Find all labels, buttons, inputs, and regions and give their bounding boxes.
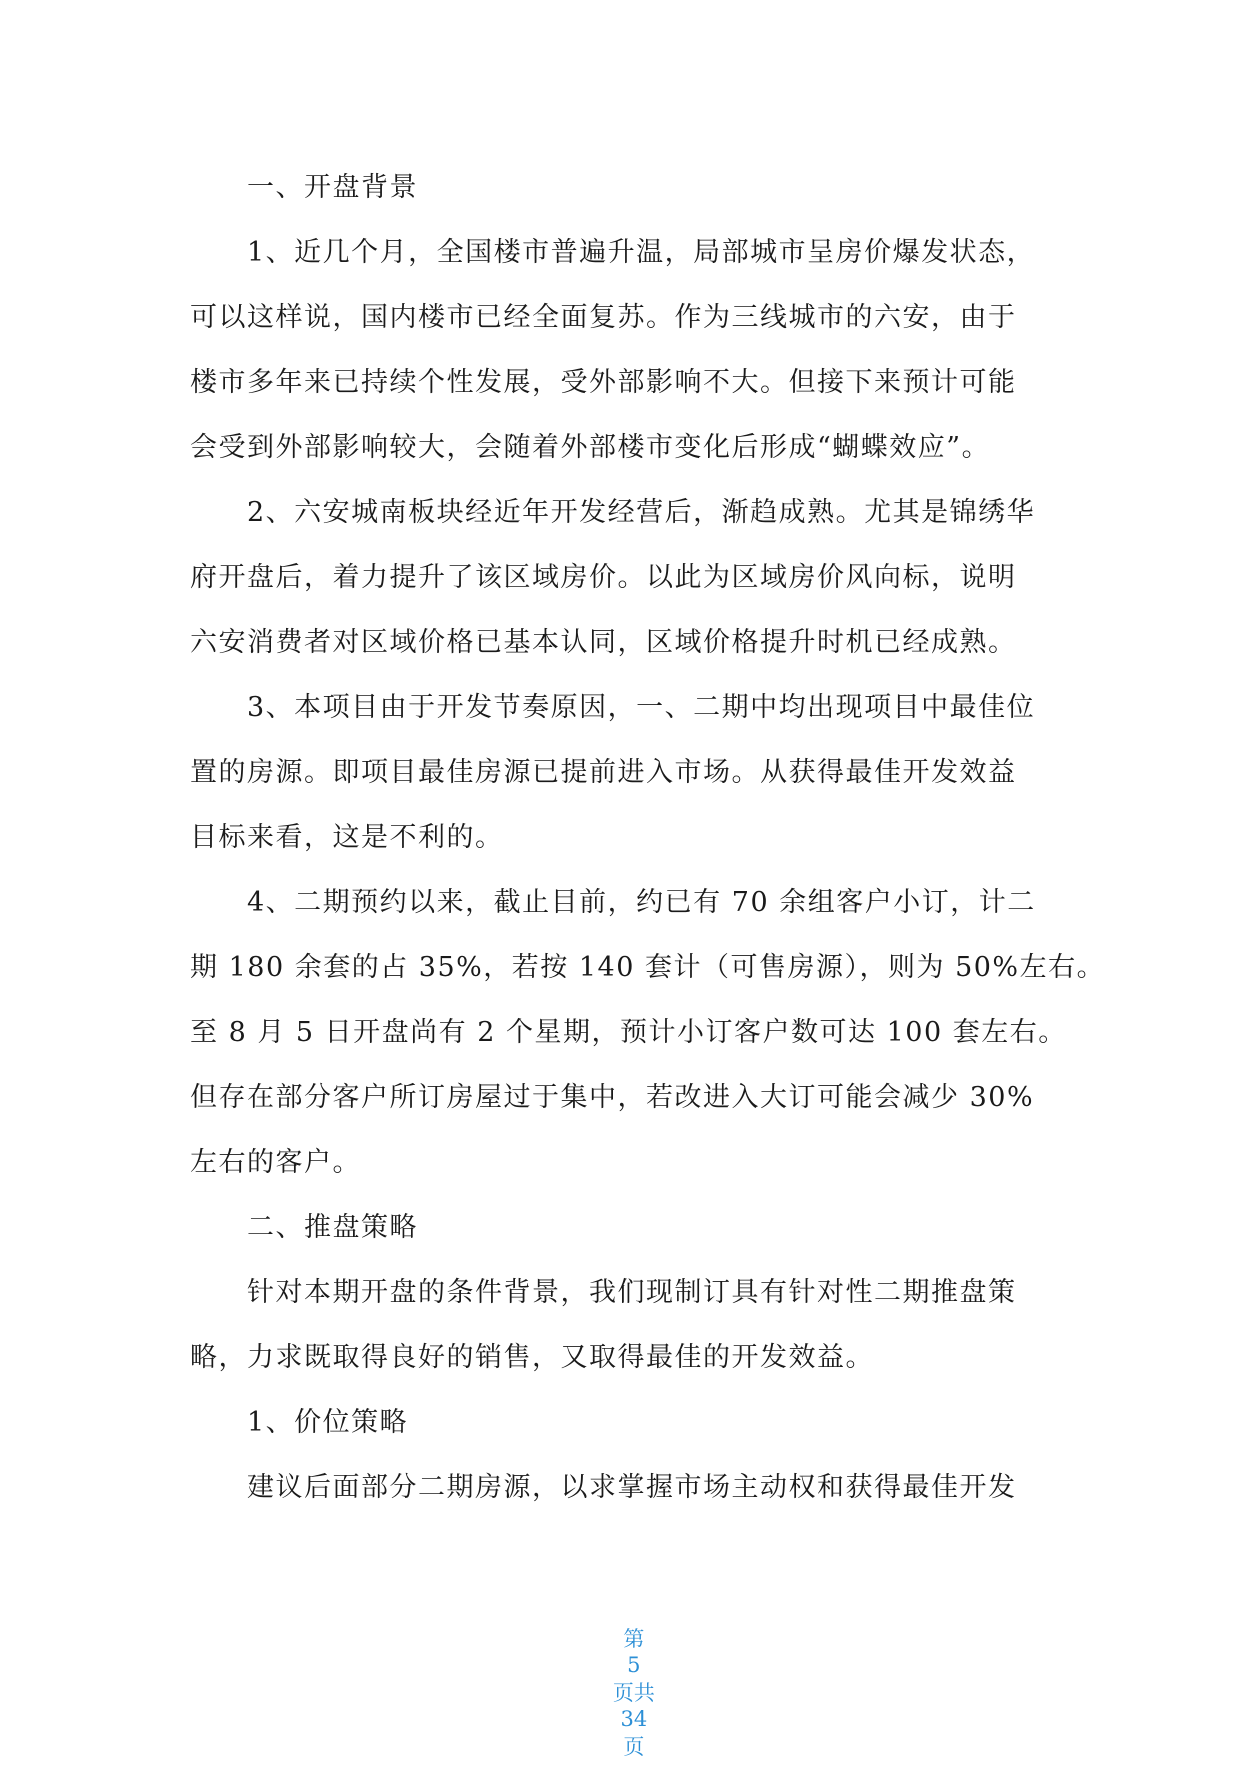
paragraph-line: 至 8 月 5 日开盘尚有 2 个星期，预计小订客户数可达 100 套左右。: [190, 1017, 1067, 1048]
section-heading: 一、开盘背景: [247, 172, 418, 203]
paragraph-line: 3、本项目由于开发节奏原因，一、二期中均出现项目中最佳位: [247, 692, 1036, 723]
paragraph-line: 4、二期预约以来，截止目前，约已有 70 余组客户小订，计二: [247, 887, 1036, 918]
footer-page-number: 5: [627, 1653, 641, 1677]
page-footer: [0, 1599, 1241, 1785]
section-heading: 二、推盘策略: [247, 1212, 418, 1243]
paragraph-line: 府开盘后，着力提升了该区域房价。以此为区域房价风向标，说明: [190, 562, 1017, 593]
footer-middle: 页共: [612, 1681, 655, 1705]
subsection-heading: 1、价位策略: [247, 1407, 409, 1438]
paragraph-line: 建议后面部分二期房源，以求掌握市场主动权和获得最佳开发: [247, 1472, 1017, 1503]
footer-prefix: 第: [623, 1627, 645, 1651]
footer-suffix: 页: [623, 1735, 645, 1759]
footer-total-pages: 34: [620, 1707, 648, 1731]
paragraph-line: 可以这样说，国内楼市已经全面复苏。作为三线城市的六安，由于: [190, 302, 1017, 333]
paragraph-line: 期 180 余套的占 35%，若按 140 套计（可售房源），则为 50%左右。: [190, 952, 1106, 983]
paragraph-line: 置的房源。即项目最佳房源已提前进入市场。从获得最佳开发效益: [190, 757, 1017, 788]
paragraph-line: 2、六安城南板块经近年开发经营后，渐趋成熟。尤其是锦绣华: [247, 497, 1036, 528]
paragraph-line: 针对本期开盘的条件背景，我们现制订具有针对性二期推盘策: [247, 1277, 1017, 1308]
paragraph-line: 但存在部分客户所订房屋过于集中，若改进入大订可能会减少 30%: [190, 1082, 1035, 1113]
paragraph-line: 六安消费者对区域价格已基本认同，区域价格提升时机已经成熟。: [190, 627, 1017, 658]
paragraph-line: 略，力求既取得良好的销售，又取得最佳的开发效益。: [190, 1342, 874, 1373]
paragraph-line: 1、近几个月，全国楼市普遍升温，局部城市呈房价爆发状态，: [247, 237, 1036, 268]
paragraph-line: 会受到外部影响较大，会随着外部楼市变化后形成“蝴蝶效应”。: [190, 432, 991, 463]
document-body: [190, 155, 1106, 1520]
paragraph-line: 左右的客户。: [190, 1147, 361, 1178]
paragraph-line: 目标来看，这是不利的。: [190, 822, 504, 853]
paragraph-line: 楼市多年来已持续个性发展，受外部影响不大。但接下来预计可能: [190, 367, 1017, 398]
